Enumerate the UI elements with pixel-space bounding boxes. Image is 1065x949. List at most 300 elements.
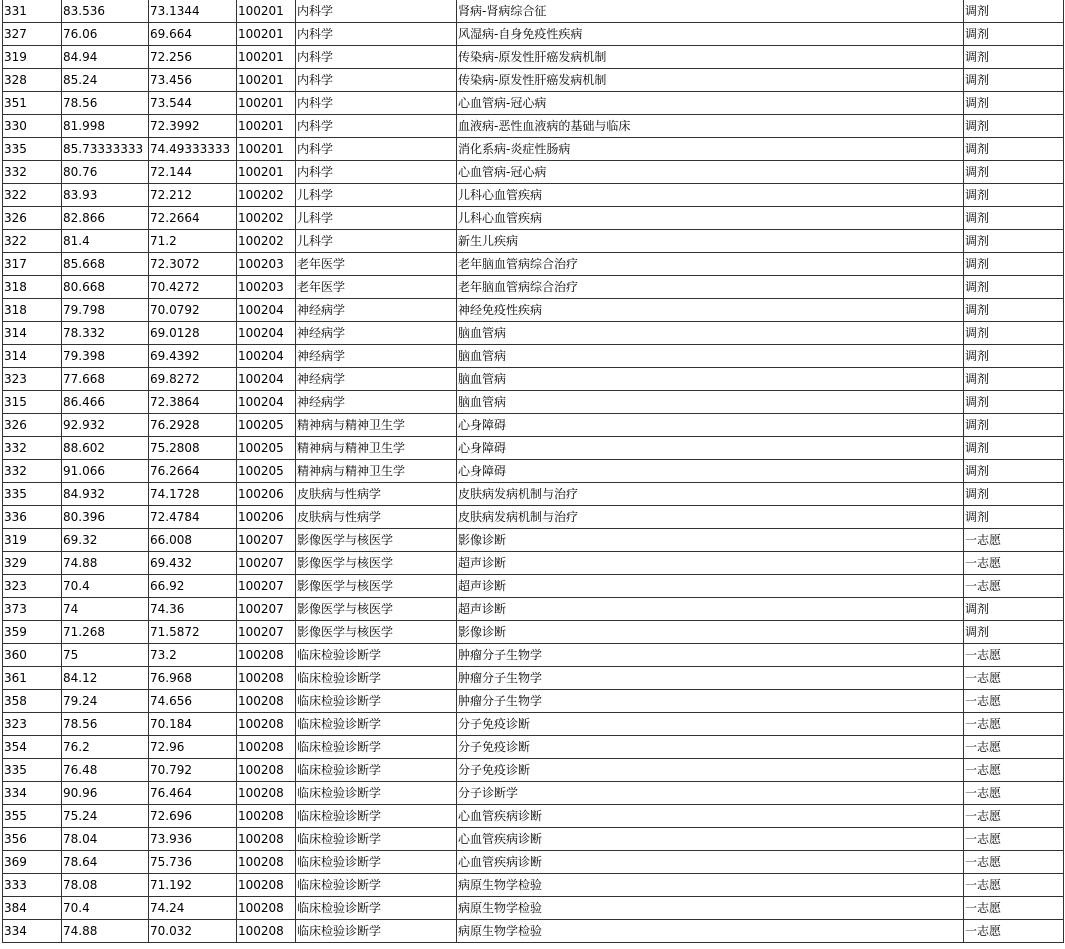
major-name-cell: 内科学 — [296, 23, 457, 46]
total-score-cell: 76.2928 — [149, 414, 237, 437]
initial-score-cell: 322 — [3, 230, 62, 253]
research-direction-cell: 儿科心血管疾病 — [457, 184, 964, 207]
major-name-cell: 老年医学 — [296, 276, 457, 299]
major-code-cell: 100208 — [237, 667, 296, 690]
retest-score-cell: 91.066 — [62, 460, 149, 483]
major-code-cell: 100208 — [237, 759, 296, 782]
admission-type-cell: 调剂 — [964, 184, 1064, 207]
total-score-cell: 71.2 — [149, 230, 237, 253]
major-name-cell: 皮肤病与性病学 — [296, 483, 457, 506]
research-direction-cell: 心血管疾病诊断 — [457, 828, 964, 851]
initial-score-cell: 317 — [3, 253, 62, 276]
retest-score-cell: 76.2 — [62, 736, 149, 759]
table-row — [3, 184, 1064, 207]
research-direction-cell: 心血管疾病诊断 — [457, 851, 964, 874]
total-score-cell: 75.2808 — [149, 437, 237, 460]
major-code-cell: 100207 — [237, 552, 296, 575]
retest-score-cell: 78.56 — [62, 713, 149, 736]
total-score-cell: 72.2664 — [149, 207, 237, 230]
table-row — [3, 115, 1064, 138]
initial-score-cell: 330 — [3, 115, 62, 138]
research-direction-cell: 传染病-原发性肝癌发病机制 — [457, 69, 964, 92]
retest-score-cell: 86.466 — [62, 391, 149, 414]
total-score-cell: 73.456 — [149, 69, 237, 92]
total-score-cell: 76.2664 — [149, 460, 237, 483]
admission-type-cell: 调剂 — [964, 391, 1064, 414]
major-name-cell: 精神病与精神卫生学 — [296, 437, 457, 460]
major-code-cell: 100201 — [237, 161, 296, 184]
major-code-cell: 100205 — [237, 460, 296, 483]
research-direction-cell: 脑血管病 — [457, 322, 964, 345]
major-code-cell: 100201 — [237, 0, 296, 23]
major-name-cell: 影像医学与核医学 — [296, 598, 457, 621]
major-name-cell: 神经病学 — [296, 345, 457, 368]
major-name-cell: 临床检验诊断学 — [296, 713, 457, 736]
research-direction-cell: 皮肤病发病机制与治疗 — [457, 483, 964, 506]
admission-type-cell: 调剂 — [964, 345, 1064, 368]
initial-score-cell: 333 — [3, 874, 62, 897]
major-name-cell: 临床检验诊断学 — [296, 736, 457, 759]
table-row — [3, 828, 1064, 851]
total-score-cell: 75.736 — [149, 851, 237, 874]
initial-score-cell: 314 — [3, 322, 62, 345]
major-name-cell: 精神病与精神卫生学 — [296, 460, 457, 483]
admission-type-cell: 一志愿 — [964, 805, 1064, 828]
admission-type-cell: 一志愿 — [964, 736, 1064, 759]
table-row — [3, 667, 1064, 690]
retest-score-cell: 70.4 — [62, 897, 149, 920]
initial-score-cell: 354 — [3, 736, 62, 759]
major-code-cell: 100208 — [237, 851, 296, 874]
research-direction-cell: 消化系病-炎症性肠病 — [457, 138, 964, 161]
retest-score-cell: 78.08 — [62, 874, 149, 897]
retest-score-cell: 78.64 — [62, 851, 149, 874]
major-name-cell: 神经病学 — [296, 322, 457, 345]
table-row — [3, 483, 1064, 506]
total-score-cell: 72.96 — [149, 736, 237, 759]
research-direction-cell: 新生儿疾病 — [457, 230, 964, 253]
major-name-cell: 内科学 — [296, 92, 457, 115]
research-direction-cell: 病原生物学检验 — [457, 874, 964, 897]
admission-type-cell: 调剂 — [964, 0, 1064, 23]
research-direction-cell: 脑血管病 — [457, 391, 964, 414]
major-name-cell: 临床检验诊断学 — [296, 690, 457, 713]
major-code-cell: 100204 — [237, 345, 296, 368]
initial-score-cell: 319 — [3, 46, 62, 69]
retest-score-cell: 74 — [62, 598, 149, 621]
retest-score-cell: 74.88 — [62, 920, 149, 943]
admission-type-cell: 调剂 — [964, 299, 1064, 322]
admission-type-cell: 调剂 — [964, 598, 1064, 621]
retest-score-cell: 79.398 — [62, 345, 149, 368]
major-code-cell: 100202 — [237, 230, 296, 253]
research-direction-cell: 超声诊断 — [457, 552, 964, 575]
major-name-cell: 内科学 — [296, 69, 457, 92]
total-score-cell: 70.4272 — [149, 276, 237, 299]
table-row — [3, 69, 1064, 92]
table-row — [3, 529, 1064, 552]
major-name-cell: 内科学 — [296, 161, 457, 184]
total-score-cell: 66.92 — [149, 575, 237, 598]
admission-type-cell: 调剂 — [964, 253, 1064, 276]
table-row — [3, 575, 1064, 598]
initial-score-cell: 323 — [3, 575, 62, 598]
table-row — [3, 805, 1064, 828]
admission-type-cell: 一志愿 — [964, 782, 1064, 805]
total-score-cell: 73.2 — [149, 644, 237, 667]
major-code-cell: 100201 — [237, 115, 296, 138]
table-row — [3, 552, 1064, 575]
table-row — [3, 782, 1064, 805]
total-score-cell: 72.144 — [149, 161, 237, 184]
major-code-cell: 100208 — [237, 920, 296, 943]
total-score-cell: 72.256 — [149, 46, 237, 69]
retest-score-cell: 81.4 — [62, 230, 149, 253]
research-direction-cell: 超声诊断 — [457, 598, 964, 621]
initial-score-cell: 332 — [3, 161, 62, 184]
research-direction-cell: 神经免疫性疾病 — [457, 299, 964, 322]
table-row — [3, 713, 1064, 736]
major-name-cell: 影像医学与核医学 — [296, 529, 457, 552]
major-code-cell: 100208 — [237, 805, 296, 828]
initial-score-cell: 322 — [3, 184, 62, 207]
initial-score-cell: 356 — [3, 828, 62, 851]
total-score-cell: 69.8272 — [149, 368, 237, 391]
research-direction-cell: 超声诊断 — [457, 575, 964, 598]
retest-score-cell: 80.668 — [62, 276, 149, 299]
initial-score-cell: 361 — [3, 667, 62, 690]
admission-type-cell: 一志愿 — [964, 874, 1064, 897]
major-name-cell: 临床检验诊断学 — [296, 782, 457, 805]
table-row — [3, 414, 1064, 437]
total-score-cell: 74.1728 — [149, 483, 237, 506]
major-code-cell: 100201 — [237, 92, 296, 115]
retest-score-cell: 78.332 — [62, 322, 149, 345]
admission-type-cell: 调剂 — [964, 207, 1064, 230]
major-code-cell: 100201 — [237, 138, 296, 161]
retest-score-cell: 84.94 — [62, 46, 149, 69]
major-name-cell: 内科学 — [296, 115, 457, 138]
total-score-cell: 71.192 — [149, 874, 237, 897]
major-code-cell: 100208 — [237, 828, 296, 851]
research-direction-cell: 心身障碍 — [457, 414, 964, 437]
initial-score-cell: 334 — [3, 782, 62, 805]
initial-score-cell: 326 — [3, 207, 62, 230]
total-score-cell: 74.36 — [149, 598, 237, 621]
table-row — [3, 368, 1064, 391]
research-direction-cell: 影像诊断 — [457, 529, 964, 552]
retest-score-cell: 81.998 — [62, 115, 149, 138]
retest-score-cell: 79.798 — [62, 299, 149, 322]
major-code-cell: 100208 — [237, 874, 296, 897]
total-score-cell: 69.4392 — [149, 345, 237, 368]
research-direction-cell: 心身障碍 — [457, 460, 964, 483]
initial-score-cell: 360 — [3, 644, 62, 667]
admission-type-cell: 一志愿 — [964, 920, 1064, 943]
admission-type-cell: 调剂 — [964, 322, 1064, 345]
table-row — [3, 207, 1064, 230]
research-direction-cell: 病原生物学检验 — [457, 897, 964, 920]
major-code-cell: 100203 — [237, 276, 296, 299]
research-direction-cell: 老年脑血管病综合治疗 — [457, 276, 964, 299]
initial-score-cell: 335 — [3, 138, 62, 161]
major-code-cell: 100204 — [237, 391, 296, 414]
major-name-cell: 临床检验诊断学 — [296, 828, 457, 851]
total-score-cell: 69.432 — [149, 552, 237, 575]
major-name-cell: 影像医学与核医学 — [296, 621, 457, 644]
retest-score-cell: 69.32 — [62, 529, 149, 552]
total-score-cell: 72.3864 — [149, 391, 237, 414]
total-score-cell: 72.212 — [149, 184, 237, 207]
research-direction-cell: 肿瘤分子生物学 — [457, 644, 964, 667]
total-score-cell: 73.936 — [149, 828, 237, 851]
research-direction-cell: 影像诊断 — [457, 621, 964, 644]
total-score-cell: 74.49333333 — [149, 138, 237, 161]
retest-score-cell: 76.48 — [62, 759, 149, 782]
research-direction-cell: 脑血管病 — [457, 345, 964, 368]
retest-score-cell: 70.4 — [62, 575, 149, 598]
major-name-cell: 临床检验诊断学 — [296, 851, 457, 874]
research-direction-cell: 风湿病-自身免疫性疾病 — [457, 23, 964, 46]
major-code-cell: 100201 — [237, 46, 296, 69]
major-code-cell: 100207 — [237, 621, 296, 644]
retest-score-cell: 84.12 — [62, 667, 149, 690]
initial-score-cell: 373 — [3, 598, 62, 621]
table-row — [3, 46, 1064, 69]
retest-score-cell: 79.24 — [62, 690, 149, 713]
research-direction-cell: 血液病-恶性血液病的基础与临床 — [457, 115, 964, 138]
major-name-cell: 内科学 — [296, 138, 457, 161]
major-name-cell: 老年医学 — [296, 253, 457, 276]
research-direction-cell: 分子诊断学 — [457, 782, 964, 805]
admission-type-cell: 调剂 — [964, 437, 1064, 460]
research-direction-cell: 肿瘤分子生物学 — [457, 690, 964, 713]
initial-score-cell: 351 — [3, 92, 62, 115]
major-code-cell: 100203 — [237, 253, 296, 276]
major-name-cell: 临床检验诊断学 — [296, 759, 457, 782]
major-name-cell: 儿科学 — [296, 230, 457, 253]
major-code-cell: 100206 — [237, 483, 296, 506]
major-name-cell: 内科学 — [296, 0, 457, 23]
initial-score-cell: 335 — [3, 759, 62, 782]
initial-score-cell: 318 — [3, 299, 62, 322]
major-name-cell: 临床检验诊断学 — [296, 667, 457, 690]
admission-type-cell: 调剂 — [964, 23, 1064, 46]
initial-score-cell: 332 — [3, 460, 62, 483]
major-name-cell: 临床检验诊断学 — [296, 874, 457, 897]
table-row — [3, 759, 1064, 782]
retest-score-cell: 75.24 — [62, 805, 149, 828]
initial-score-cell: 384 — [3, 897, 62, 920]
initial-score-cell: 369 — [3, 851, 62, 874]
table-row — [3, 0, 1064, 23]
retest-score-cell: 76.06 — [62, 23, 149, 46]
table-row — [3, 506, 1064, 529]
table-row — [3, 598, 1064, 621]
admission-type-cell: 调剂 — [964, 414, 1064, 437]
initial-score-cell: 332 — [3, 437, 62, 460]
research-direction-cell: 分子免疫诊断 — [457, 713, 964, 736]
major-code-cell: 100208 — [237, 713, 296, 736]
initial-score-cell: 358 — [3, 690, 62, 713]
admission-type-cell: 调剂 — [964, 621, 1064, 644]
admission-type-cell: 一志愿 — [964, 667, 1064, 690]
table-row — [3, 391, 1064, 414]
admission-type-cell: 一志愿 — [964, 759, 1064, 782]
admission-type-cell: 一志愿 — [964, 690, 1064, 713]
initial-score-cell: 336 — [3, 506, 62, 529]
retest-score-cell: 85.73333333 — [62, 138, 149, 161]
admission-type-cell: 调剂 — [964, 506, 1064, 529]
table-row — [3, 322, 1064, 345]
retest-score-cell: 88.602 — [62, 437, 149, 460]
admission-type-cell: 调剂 — [964, 138, 1064, 161]
initial-score-cell: 323 — [3, 713, 62, 736]
retest-score-cell: 80.396 — [62, 506, 149, 529]
table-row — [3, 920, 1064, 943]
table-row — [3, 345, 1064, 368]
table-row — [3, 23, 1064, 46]
admission-type-cell: 一志愿 — [964, 529, 1064, 552]
research-direction-cell: 肿瘤分子生物学 — [457, 667, 964, 690]
major-name-cell: 神经病学 — [296, 368, 457, 391]
initial-score-cell: 318 — [3, 276, 62, 299]
initial-score-cell: 326 — [3, 414, 62, 437]
research-direction-cell: 老年脑血管病综合治疗 — [457, 253, 964, 276]
admission-type-cell: 一志愿 — [964, 713, 1064, 736]
major-name-cell: 临床检验诊断学 — [296, 805, 457, 828]
initial-score-cell: 314 — [3, 345, 62, 368]
major-name-cell: 神经病学 — [296, 391, 457, 414]
initial-score-cell: 355 — [3, 805, 62, 828]
research-direction-cell: 心血管病-冠心病 — [457, 161, 964, 184]
retest-score-cell: 80.76 — [62, 161, 149, 184]
total-score-cell: 70.184 — [149, 713, 237, 736]
major-code-cell: 100205 — [237, 414, 296, 437]
research-direction-cell: 心身障碍 — [457, 437, 964, 460]
retest-score-cell: 71.268 — [62, 621, 149, 644]
major-name-cell: 内科学 — [296, 46, 457, 69]
retest-score-cell: 84.932 — [62, 483, 149, 506]
table-row — [3, 230, 1064, 253]
initial-score-cell: 315 — [3, 391, 62, 414]
admission-type-cell: 调剂 — [964, 161, 1064, 184]
initial-score-cell: 319 — [3, 529, 62, 552]
retest-score-cell: 83.93 — [62, 184, 149, 207]
total-score-cell: 70.792 — [149, 759, 237, 782]
retest-score-cell: 85.668 — [62, 253, 149, 276]
total-score-cell: 73.544 — [149, 92, 237, 115]
table-row — [3, 621, 1064, 644]
table-row — [3, 874, 1064, 897]
major-code-cell: 100206 — [237, 506, 296, 529]
initial-score-cell: 331 — [3, 0, 62, 23]
total-score-cell: 70.0792 — [149, 299, 237, 322]
table-row — [3, 897, 1064, 920]
table-row — [3, 644, 1064, 667]
admission-type-cell: 一志愿 — [964, 828, 1064, 851]
admission-type-cell: 调剂 — [964, 230, 1064, 253]
research-direction-cell: 心血管病-冠心病 — [457, 92, 964, 115]
table-row — [3, 736, 1064, 759]
total-score-cell: 71.5872 — [149, 621, 237, 644]
admission-type-cell: 调剂 — [964, 368, 1064, 391]
major-code-cell: 100204 — [237, 322, 296, 345]
admission-type-cell: 调剂 — [964, 276, 1064, 299]
major-code-cell: 100208 — [237, 782, 296, 805]
table-row — [3, 437, 1064, 460]
total-score-cell: 76.464 — [149, 782, 237, 805]
major-code-cell: 100201 — [237, 23, 296, 46]
retest-score-cell: 83.536 — [62, 0, 149, 23]
retest-score-cell: 77.668 — [62, 368, 149, 391]
table-row — [3, 690, 1064, 713]
initial-score-cell: 323 — [3, 368, 62, 391]
major-name-cell: 神经病学 — [296, 299, 457, 322]
research-direction-cell: 病原生物学检验 — [457, 920, 964, 943]
major-code-cell: 100204 — [237, 368, 296, 391]
total-score-cell: 66.008 — [149, 529, 237, 552]
retest-score-cell: 78.56 — [62, 92, 149, 115]
major-name-cell: 临床检验诊断学 — [296, 920, 457, 943]
research-direction-cell: 心血管疾病诊断 — [457, 805, 964, 828]
major-code-cell: 100207 — [237, 575, 296, 598]
table-row — [3, 299, 1064, 322]
major-code-cell: 100207 — [237, 598, 296, 621]
retest-score-cell: 92.932 — [62, 414, 149, 437]
total-score-cell: 74.24 — [149, 897, 237, 920]
admission-type-cell: 调剂 — [964, 483, 1064, 506]
major-code-cell: 100208 — [237, 644, 296, 667]
total-score-cell: 72.3072 — [149, 253, 237, 276]
research-direction-cell: 分子免疫诊断 — [457, 759, 964, 782]
major-name-cell: 儿科学 — [296, 184, 457, 207]
major-code-cell: 100207 — [237, 529, 296, 552]
total-score-cell: 76.968 — [149, 667, 237, 690]
initial-score-cell: 327 — [3, 23, 62, 46]
total-score-cell: 74.656 — [149, 690, 237, 713]
major-name-cell: 影像医学与核医学 — [296, 575, 457, 598]
major-name-cell: 临床检验诊断学 — [296, 897, 457, 920]
total-score-cell: 72.4784 — [149, 506, 237, 529]
admission-type-cell: 调剂 — [964, 69, 1064, 92]
major-name-cell: 临床检验诊断学 — [296, 644, 457, 667]
research-direction-cell: 分子免疫诊断 — [457, 736, 964, 759]
initial-score-cell: 328 — [3, 69, 62, 92]
admission-type-cell: 一志愿 — [964, 644, 1064, 667]
major-code-cell: 100202 — [237, 184, 296, 207]
table-row — [3, 276, 1064, 299]
admission-type-cell: 一志愿 — [964, 897, 1064, 920]
retest-score-cell: 74.88 — [62, 552, 149, 575]
score-table-body — [3, 0, 1064, 943]
admission-type-cell: 调剂 — [964, 92, 1064, 115]
research-direction-cell: 儿科心血管疾病 — [457, 207, 964, 230]
total-score-cell: 72.3992 — [149, 115, 237, 138]
total-score-cell: 72.696 — [149, 805, 237, 828]
table-row — [3, 161, 1064, 184]
total-score-cell: 73.1344 — [149, 0, 237, 23]
major-code-cell: 100208 — [237, 897, 296, 920]
major-name-cell: 儿科学 — [296, 207, 457, 230]
retest-score-cell: 75 — [62, 644, 149, 667]
admission-type-cell: 调剂 — [964, 115, 1064, 138]
major-code-cell: 100208 — [237, 736, 296, 759]
table-row — [3, 851, 1064, 874]
admission-type-cell: 一志愿 — [964, 575, 1064, 598]
total-score-cell: 69.0128 — [149, 322, 237, 345]
admission-type-cell: 一志愿 — [964, 851, 1064, 874]
